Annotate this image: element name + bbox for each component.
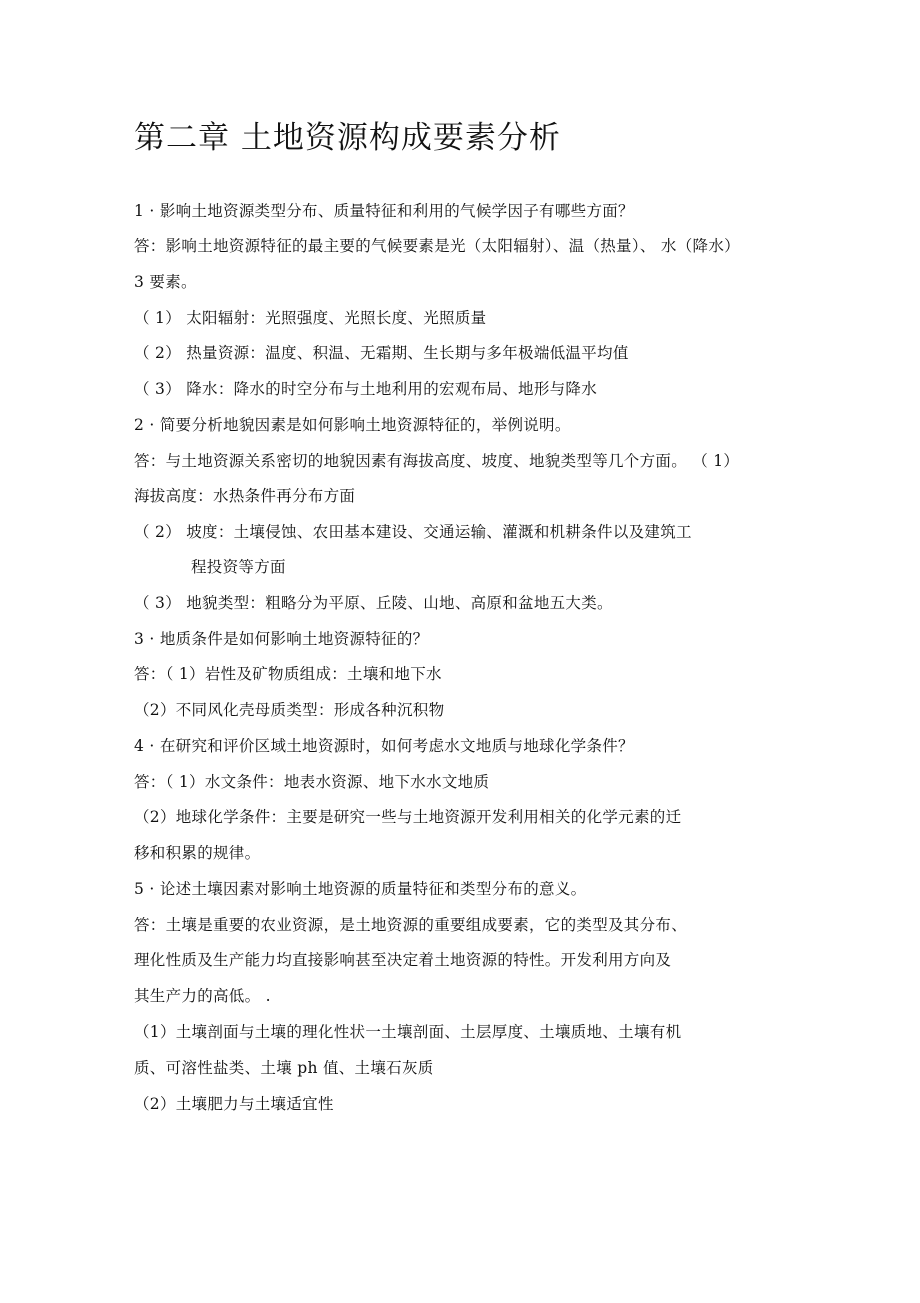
answer-4-item-2-cont: 移和积累的规律。 <box>134 844 261 862</box>
question-3: 3 · 地质条件是如何影响土地资源特征的？ <box>134 630 429 648</box>
answer-3-item-1: 答：（ 1）岩性及矿物质组成：土壤和地下水 <box>134 665 442 683</box>
answer-2-line-2: 海拔高度：水热条件再分布方面 <box>134 487 356 505</box>
answer-2-item-2: （ 2） 坡度：土壤侵蚀、农田基本建设、交通运输、灌溉和机耕条件以及建筑工 <box>134 523 692 541</box>
question-5: 5 · 论述土壤因素对影响土地资源的质量特征和类型分布的意义。 <box>134 880 587 898</box>
answer-2-line-1: 答：与土地资源关系密切的地貌因素有海拔高度、坡度、地貌类型等几个方面。 （ 1） <box>134 452 740 470</box>
answer-5-item-2: （2）土壤肥力与土壤适宜性 <box>134 1095 334 1113</box>
question-1: 1 · 影响土地资源类型分布、质量特征和利用的气候学因子有哪些方面？ <box>134 202 634 220</box>
answer-1-item-2: （ 2） 热量资源：温度、积温、无霜期、生长期与多年极端低温平均值 <box>134 344 629 362</box>
answer-5-line-2: 理化性质及生产能力均直接影响甚至决定着土地资源的特性。开发利用方向及 <box>134 951 672 969</box>
answer-5-item-1-cont: 质、可溶性盐类、土壤 ph 值、土壤石灰质 <box>134 1059 434 1077</box>
answer-1-line-2: 3 要素。 <box>134 273 197 291</box>
chapter-title: 第二章 土地资源构成要素分析 <box>134 120 561 156</box>
answer-1-item-3: （ 3） 降水：降水的时空分布与土地利用的宏观布局、地形与降水 <box>134 380 598 398</box>
answer-5-line-1: 答：土壤是重要的农业资源，是土地资源的重要组成要素，它的类型及其分布、 <box>134 916 688 934</box>
question-2: 2 · 简要分析地貌因素是如何影响土地资源特征的，举例说明。 <box>134 416 571 434</box>
answer-5-line-3: 其生产力的高低。 . <box>134 987 271 1005</box>
answer-5-item-1: （1）土壤剖面与土壤的理化性状一土壤剖面、土层厚度、土壤质地、土壤有机 <box>134 1023 682 1041</box>
answer-3-item-2: （2）不同风化壳母质类型：形成各种沉积物 <box>134 701 445 719</box>
question-4: 4 · 在研究和评价区域土地资源时，如何考虑水文地质与地球化学条件？ <box>134 737 634 755</box>
answer-1-item-1: （ 1） 太阳辐射：光照强度、光照长度、光照质量 <box>134 309 487 327</box>
answer-2-item-2-cont: 程投资等方面 <box>191 558 286 576</box>
answer-4-item-2: （2）地球化学条件：主要是研究一些与土地资源开发利用相关的化学元素的迁 <box>134 808 682 826</box>
answer-4-item-1: 答：（ 1）水文条件：地表水资源、地下水水文地质 <box>134 773 490 791</box>
answer-1-line-1: 答：影响土地资源特征的最主要的气候要素是光（太阳辐射）、温（热量）、 水（降水） <box>134 237 740 255</box>
answer-2-item-3: （ 3） 地貌类型：粗略分为平原、丘陵、山地、高原和盆地五大类。 <box>134 594 613 612</box>
